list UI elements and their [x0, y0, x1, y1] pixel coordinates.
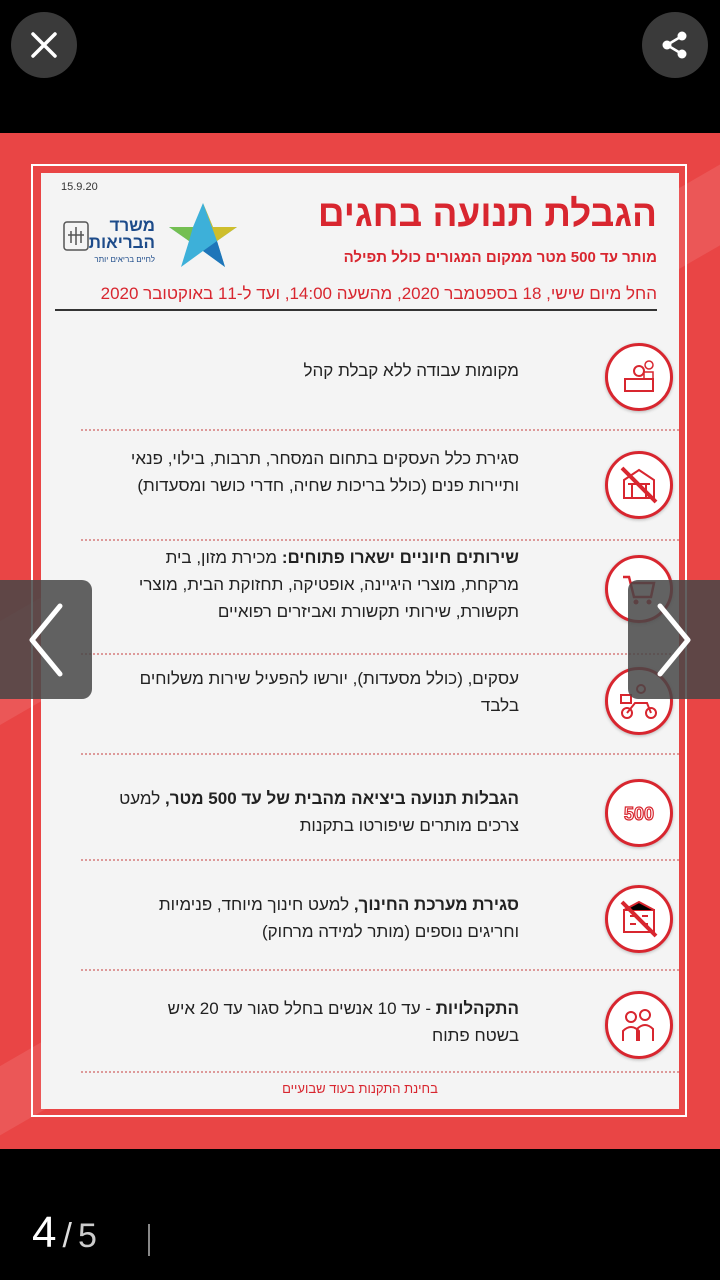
- poster-footer: בחינת התקנות בעוד שבועיים: [282, 1081, 438, 1096]
- current-page: 4: [32, 1208, 57, 1257]
- close-button[interactable]: [11, 12, 77, 78]
- item-text: עסקים, (כולל מסעדות), יורשו להפעיל שירות משלוחים בלבד: [139, 669, 519, 715]
- chevron-left-icon: [26, 602, 66, 678]
- item-text: הגבלות תנועה ביציאה מהבית של עד 500 מטר, למעט צרכים מותרים שיפורטו בתקנות: [119, 789, 519, 835]
- divider: [55, 309, 657, 311]
- item-text: מקומות עבודה ללא קבלת קהל: [303, 361, 519, 380]
- list-item: [121, 549, 601, 657]
- item-text: סגירת מערכת החינוך, למעט חינוך מיוחד, פנימיות וחריגים נוספים (מותר למידה מרחוק): [158, 895, 519, 941]
- item-text: סגירת כלל העסקים בתחום המסחר, תרבות, בילוי, פנאי ותיירות פנים (כולל בריכות שחיה, חדרי כושר ומסעדות): [130, 449, 519, 495]
- ministry-emblem-icon: [63, 221, 89, 251]
- share-button[interactable]: [642, 12, 708, 78]
- poster-dates: החל מיום שישי, 18 בספטמבר 2020, מהשעה 14:00, ועד ל-11 באוקטובר 2020: [100, 284, 657, 303]
- page-separator: /: [62, 1217, 72, 1255]
- dotted-divider: [81, 653, 679, 655]
- item-text: התקהלויות - עד 10 אנשים בחלל סגור עד 20 איש בשטח פתוח: [167, 999, 519, 1045]
- poster-date: 15.9.20: [61, 181, 98, 193]
- list-item: [121, 333, 601, 441]
- ministry-logo: [59, 201, 239, 271]
- gathering-people-icon: [605, 991, 673, 1059]
- close-icon: [29, 30, 59, 60]
- page-counter: [32, 1208, 97, 1258]
- counter-divider: [148, 1224, 150, 1256]
- next-image-button[interactable]: [628, 580, 720, 699]
- share-icon: [660, 30, 690, 60]
- dotted-divider: [81, 1071, 679, 1073]
- dotted-divider: [81, 753, 679, 755]
- closed-school-icon: [605, 885, 673, 953]
- star-logo-icon: [167, 201, 239, 269]
- list-item: [121, 441, 601, 549]
- dotted-divider: [81, 859, 679, 861]
- closed-shop-icon: [605, 451, 673, 519]
- poster-subtitle: מותר עד 500 מטר ממקום המגורים כולל תפילה: [343, 249, 657, 266]
- list-item: [121, 875, 601, 983]
- dotted-divider: [81, 969, 679, 971]
- poster-title: הגבלת תנועה בחגים: [317, 193, 657, 234]
- dotted-divider: [81, 539, 679, 541]
- item-text: שירותים חיוניים ישארו פתוחים: מכירת מזון, בית מרקחת, מוצרי היגיינה, אופטיקה, תחזוקת הבית, מוצרי תקשורת, שירותי תקשורת ואביזרים רפואיים: [138, 548, 519, 621]
- svg-text:500: 500: [623, 804, 655, 824]
- dotted-divider: [81, 429, 679, 431]
- previous-image-button[interactable]: [0, 580, 92, 699]
- 500-meter-icon: [605, 779, 673, 847]
- logo-tagline: לחיים בריאים יותר: [94, 255, 155, 264]
- logo-name: משרד הבריאות: [88, 216, 155, 252]
- poster: [41, 173, 679, 1109]
- total-pages: 5: [77, 1217, 97, 1255]
- chevron-right-icon: [654, 602, 694, 678]
- office-worker-icon: [605, 343, 673, 411]
